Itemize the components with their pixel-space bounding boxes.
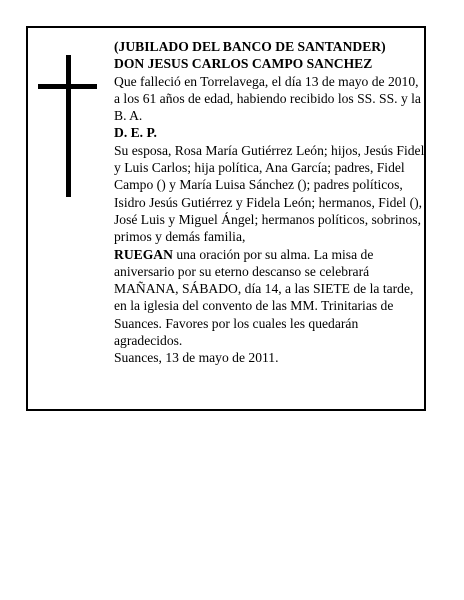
cross-horizontal-bar [38, 84, 97, 89]
deceased-name: DON JESUS CARLOS CAMPO SANCHEZ [114, 56, 373, 72]
obituary-text [114, 38, 426, 367]
place-date: Suances, 13 de mayo de 2011. [114, 350, 279, 366]
family-list: Su esposa, Rosa María Gutiérrez León; hijos, Jesús Fidel y Luis Carlos; hija política, Ana García; padres, Fidel Campo () y María Luisa Sánchez (); padres políticos, Isidro Jesús Gutiérrez y Fidela León; hermanos, Fidel (), José Luis y Miguel Ángel; hermanos políticos, sobrinos, primos y demás familia, [114, 142, 425, 245]
death-statement: Que falleció en Torrelavega, el día 13 de mayo de 2010, a los 61 años de edad, habiendo recibido los SS. SS. y la B. A. [114, 73, 421, 124]
cross-vertical-bar [66, 55, 71, 197]
request-paragraph [114, 246, 426, 350]
affiliation-line: (JUBILADO DEL BANCO DE SANTANDER) [114, 39, 386, 54]
request-text: una oración por su alma. La misa de aniversario por su eterno descanso se celebrará MAÑANA, SÁBADO, día 14, a las SIETE de la tarde, en la iglesia del convento de las MM. Trinitarias de Suances. Favores por los cuales les quedarán agradecidos. [114, 246, 414, 349]
dep-line: D. E. P. [114, 125, 157, 141]
ruegan-word: RUEGAN [114, 246, 173, 262]
